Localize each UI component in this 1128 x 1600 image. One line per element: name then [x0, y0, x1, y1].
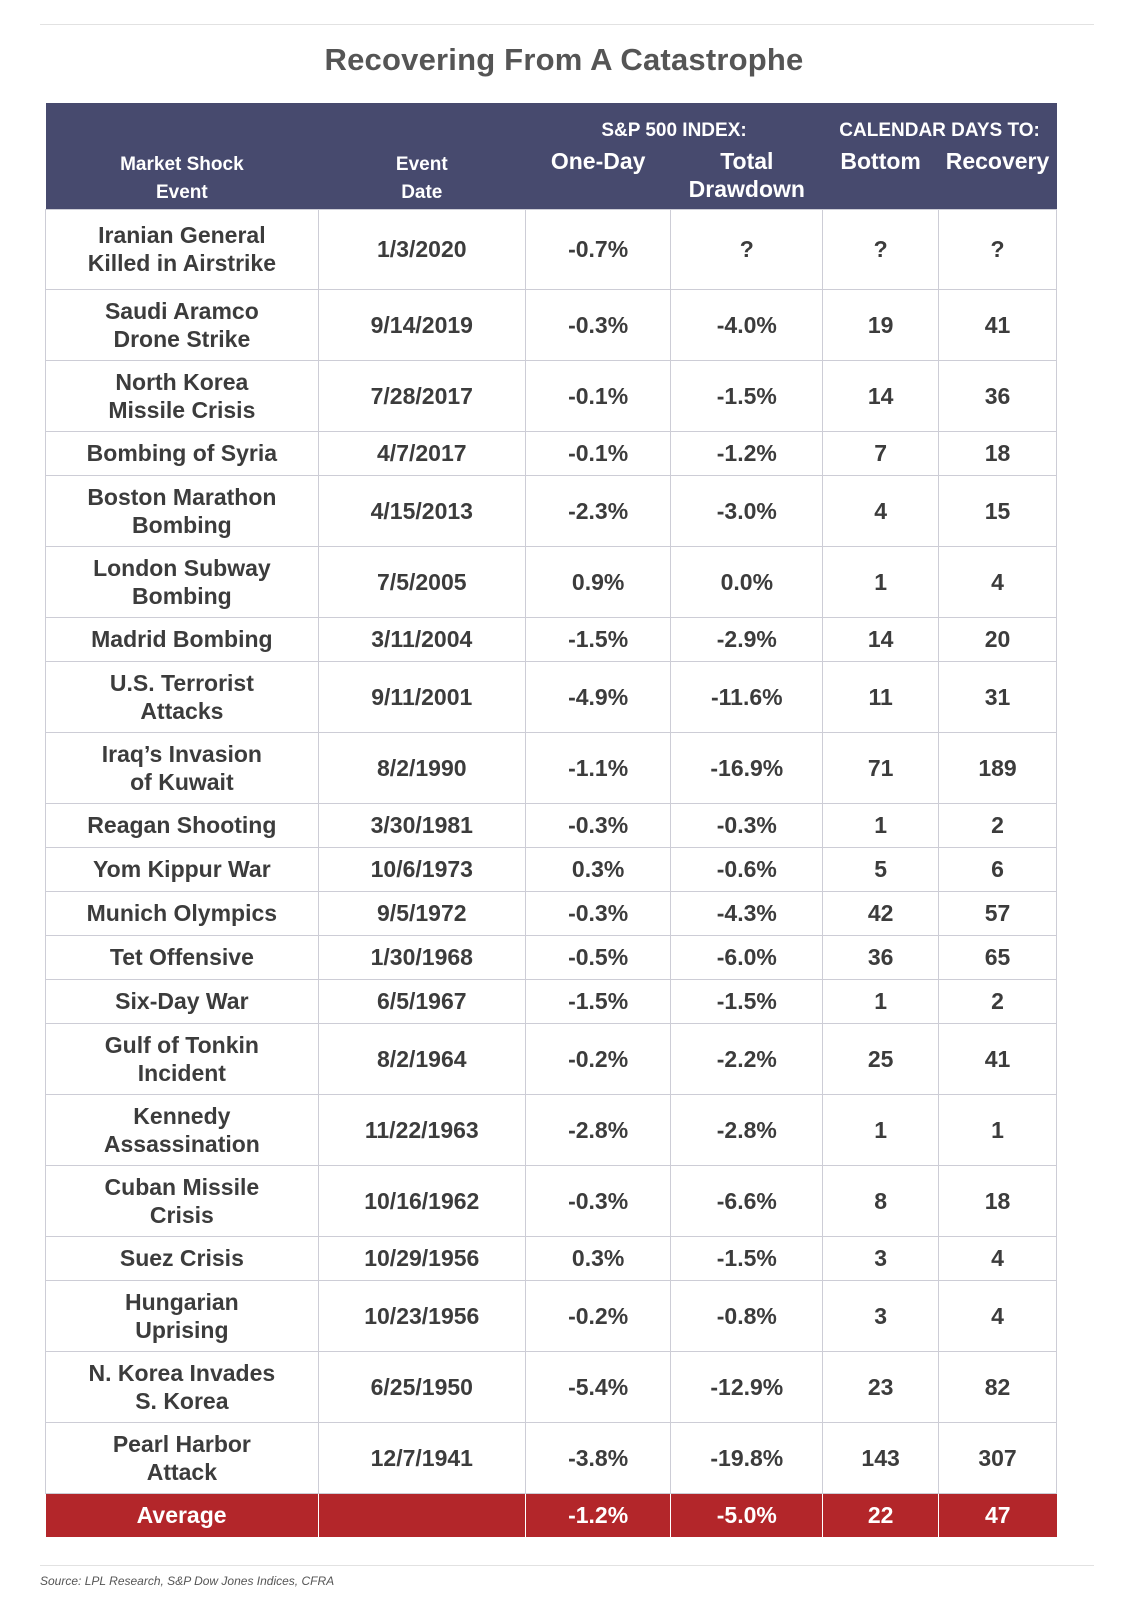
event-name: North Korea Missile Crisis	[46, 360, 319, 431]
days-to-recovery: 4	[939, 1236, 1057, 1280]
table-row	[46, 360, 1057, 431]
top-divider	[40, 24, 1094, 25]
total-drawdown: -19.8%	[671, 1422, 823, 1493]
event-name: Kennedy Assassination	[46, 1094, 319, 1165]
days-to-recovery: 2	[939, 979, 1057, 1023]
event-date: 11/22/1963	[318, 1094, 525, 1165]
days-to-bottom: 42	[823, 891, 939, 935]
event-date: 8/2/1964	[318, 1023, 525, 1094]
one-day-change: 0.3%	[525, 1236, 671, 1280]
bottom-divider	[40, 1565, 1094, 1566]
event-name: Reagan Shooting	[46, 803, 319, 847]
days-to-recovery: 4	[939, 546, 1057, 617]
event-name: London Subway Bombing	[46, 546, 319, 617]
one-day-change: -2.3%	[525, 475, 671, 546]
table-row	[46, 1351, 1057, 1422]
total-drawdown: -4.3%	[671, 891, 823, 935]
one-day-change: -0.5%	[525, 935, 671, 979]
one-day-change: -0.7%	[525, 209, 671, 289]
header-bottom: Bottom	[823, 147, 939, 209]
total-drawdown: -0.6%	[671, 847, 823, 891]
total-drawdown: -1.5%	[671, 979, 823, 1023]
days-to-recovery: 4	[939, 1280, 1057, 1351]
event-name: Iraq’s Invasion of Kuwait	[46, 732, 319, 803]
header-total-drawdown: Total Drawdown	[671, 147, 823, 209]
days-to-bottom: 1	[823, 1094, 939, 1165]
table-row	[46, 1165, 1057, 1236]
one-day-change: -0.3%	[525, 1165, 671, 1236]
event-name: Six-Day War	[46, 979, 319, 1023]
days-to-recovery: 57	[939, 891, 1057, 935]
event-date: 8/2/1990	[318, 732, 525, 803]
total-drawdown: -11.6%	[671, 661, 823, 732]
total-drawdown: -2.8%	[671, 1094, 823, 1165]
days-to-recovery: 189	[939, 732, 1057, 803]
one-day-change: -5.4%	[525, 1351, 671, 1422]
event-date: 1/3/2020	[318, 209, 525, 289]
header-event-date: Event Date	[318, 103, 525, 209]
days-to-bottom: 36	[823, 935, 939, 979]
one-day-change: -0.3%	[525, 803, 671, 847]
days-to-bottom: 1	[823, 979, 939, 1023]
event-date: 3/11/2004	[318, 617, 525, 661]
event-date: 12/7/1941	[318, 1422, 525, 1493]
one-day-change: -1.1%	[525, 732, 671, 803]
table-row	[46, 979, 1057, 1023]
total-drawdown: -2.9%	[671, 617, 823, 661]
days-to-bottom: 71	[823, 732, 939, 803]
table-row	[46, 209, 1057, 289]
table-row	[46, 891, 1057, 935]
event-date: 9/11/2001	[318, 661, 525, 732]
average-date	[318, 1493, 525, 1537]
event-name: Munich Olympics	[46, 891, 319, 935]
average-row	[46, 1493, 1057, 1537]
one-day-change: -1.5%	[525, 617, 671, 661]
total-drawdown: -4.0%	[671, 289, 823, 360]
days-to-recovery: 20	[939, 617, 1057, 661]
table-row	[46, 289, 1057, 360]
event-name: Bombing of Syria	[46, 431, 319, 475]
days-to-bottom: 14	[823, 360, 939, 431]
one-day-change: -0.1%	[525, 360, 671, 431]
event-name: Hungarian Uprising	[46, 1280, 319, 1351]
event-date: 1/30/1968	[318, 935, 525, 979]
table-row	[46, 732, 1057, 803]
event-name: Cuban Missile Crisis	[46, 1165, 319, 1236]
one-day-change: -0.1%	[525, 431, 671, 475]
total-drawdown: 0.0%	[671, 546, 823, 617]
table-row	[46, 617, 1057, 661]
total-drawdown: -1.2%	[671, 431, 823, 475]
table-row	[46, 935, 1057, 979]
average-bottom: 22	[823, 1493, 939, 1537]
days-to-recovery: 41	[939, 1023, 1057, 1094]
header-group-calendar-days: CALENDAR DAYS TO:	[823, 103, 1057, 147]
days-to-bottom: 3	[823, 1280, 939, 1351]
event-date: 9/5/1972	[318, 891, 525, 935]
event-name: Gulf of Tonkin Incident	[46, 1023, 319, 1094]
table-row	[46, 803, 1057, 847]
total-drawdown: -12.9%	[671, 1351, 823, 1422]
event-date: 10/23/1956	[318, 1280, 525, 1351]
days-to-recovery: 65	[939, 935, 1057, 979]
table-row	[46, 1236, 1057, 1280]
event-name: Pearl Harbor Attack	[46, 1422, 319, 1493]
table-row	[46, 661, 1057, 732]
one-day-change: -4.9%	[525, 661, 671, 732]
days-to-recovery: 15	[939, 475, 1057, 546]
days-to-bottom: 8	[823, 1165, 939, 1236]
header-one-day: One-Day	[525, 147, 671, 209]
event-date: 10/29/1956	[318, 1236, 525, 1280]
event-date: 3/30/1981	[318, 803, 525, 847]
event-name: Suez Crisis	[46, 1236, 319, 1280]
total-drawdown: -2.2%	[671, 1023, 823, 1094]
one-day-change: -2.8%	[525, 1094, 671, 1165]
days-to-bottom: ?	[823, 209, 939, 289]
total-drawdown: -3.0%	[671, 475, 823, 546]
event-name: Madrid Bombing	[46, 617, 319, 661]
table-row	[46, 475, 1057, 546]
page-title: Recovering From A Catastrophe	[324, 42, 804, 77]
table-row	[46, 1023, 1057, 1094]
event-date: 4/15/2013	[318, 475, 525, 546]
event-name: Iranian General Killed in Airstrike	[46, 209, 319, 289]
event-date: 9/14/2019	[318, 289, 525, 360]
event-date: 4/7/2017	[318, 431, 525, 475]
days-to-bottom: 1	[823, 803, 939, 847]
event-date: 6/5/1967	[318, 979, 525, 1023]
event-name: Tet Offensive	[46, 935, 319, 979]
one-day-change: 0.9%	[525, 546, 671, 617]
one-day-change: -0.3%	[525, 891, 671, 935]
market-shock-table	[45, 103, 1057, 1537]
event-date: 7/28/2017	[318, 360, 525, 431]
days-to-recovery: 307	[939, 1422, 1057, 1493]
days-to-bottom: 143	[823, 1422, 939, 1493]
days-to-recovery: 41	[939, 289, 1057, 360]
days-to-bottom: 19	[823, 289, 939, 360]
total-drawdown: -0.3%	[671, 803, 823, 847]
table-row	[46, 1422, 1057, 1493]
days-to-bottom: 1	[823, 546, 939, 617]
days-to-recovery: 1	[939, 1094, 1057, 1165]
average-label: Average	[46, 1493, 319, 1537]
one-day-change: -1.5%	[525, 979, 671, 1023]
one-day-change: -3.8%	[525, 1422, 671, 1493]
table-row	[46, 847, 1057, 891]
days-to-bottom: 11	[823, 661, 939, 732]
days-to-bottom: 5	[823, 847, 939, 891]
event-date: 10/6/1973	[318, 847, 525, 891]
header-group-sp500: S&P 500 INDEX:	[525, 103, 822, 147]
average-recovery: 47	[939, 1493, 1057, 1537]
days-to-recovery: 6	[939, 847, 1057, 891]
average-drawdown: -5.0%	[671, 1493, 823, 1537]
total-drawdown: -1.5%	[671, 1236, 823, 1280]
table-row	[46, 546, 1057, 617]
days-to-recovery: ?	[939, 209, 1057, 289]
days-to-recovery: 2	[939, 803, 1057, 847]
event-name: Saudi Aramco Drone Strike	[46, 289, 319, 360]
event-date: 6/25/1950	[318, 1351, 525, 1422]
days-to-bottom: 25	[823, 1023, 939, 1094]
table-body	[46, 209, 1057, 1493]
event-name: Yom Kippur War	[46, 847, 319, 891]
total-drawdown: -0.8%	[671, 1280, 823, 1351]
header-recovery: Recovery	[939, 147, 1057, 209]
days-to-bottom: 4	[823, 475, 939, 546]
event-name: N. Korea Invades S. Korea	[46, 1351, 319, 1422]
one-day-change: 0.3%	[525, 847, 671, 891]
days-to-bottom: 7	[823, 431, 939, 475]
table-header	[46, 103, 1057, 209]
table-row	[46, 1094, 1057, 1165]
one-day-change: -0.2%	[525, 1280, 671, 1351]
days-to-bottom: 3	[823, 1236, 939, 1280]
days-to-bottom: 23	[823, 1351, 939, 1422]
total-drawdown: -6.0%	[671, 935, 823, 979]
total-drawdown: -16.9%	[671, 732, 823, 803]
one-day-change: -0.3%	[525, 289, 671, 360]
days-to-recovery: 36	[939, 360, 1057, 431]
event-date: 7/5/2005	[318, 546, 525, 617]
event-name: Boston Marathon Bombing	[46, 475, 319, 546]
source-note: Source: LPL Research, S&P Dow Jones Indices, CFRA	[40, 1574, 335, 1588]
event-date: 10/16/1962	[318, 1165, 525, 1236]
days-to-bottom: 14	[823, 617, 939, 661]
total-drawdown: ?	[671, 209, 823, 289]
days-to-recovery: 18	[939, 431, 1057, 475]
one-day-change: -0.2%	[525, 1023, 671, 1094]
days-to-recovery: 18	[939, 1165, 1057, 1236]
days-to-recovery: 31	[939, 661, 1057, 732]
total-drawdown: -1.5%	[671, 360, 823, 431]
event-name: U.S. Terrorist Attacks	[46, 661, 319, 732]
total-drawdown: -6.6%	[671, 1165, 823, 1236]
days-to-recovery: 82	[939, 1351, 1057, 1422]
table-row	[46, 431, 1057, 475]
table-row	[46, 1280, 1057, 1351]
header-market-shock-event: Market Shock Event	[46, 103, 319, 209]
average-one-day: -1.2%	[525, 1493, 671, 1537]
